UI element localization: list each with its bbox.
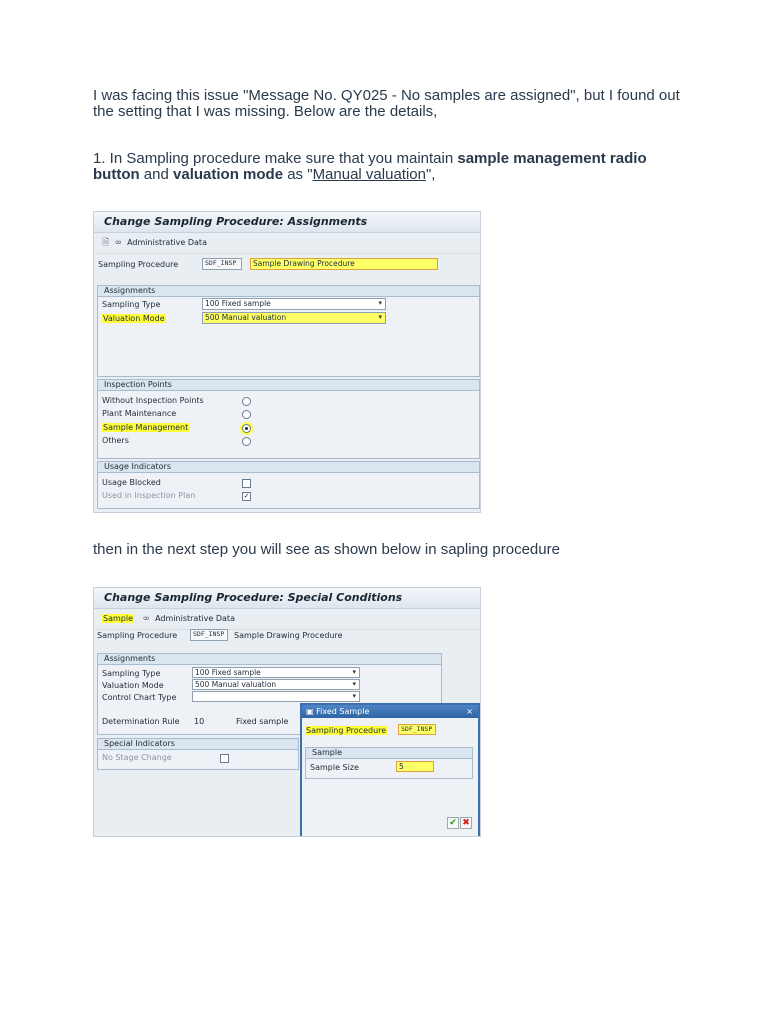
inspection-points-group: [97, 379, 480, 459]
sampling-type-value: 100 Fixed sample: [205, 299, 271, 308]
s2-assignments-title: Assignments: [98, 654, 441, 665]
screen1-toolbar: [94, 233, 480, 254]
assignments-group: [97, 285, 480, 377]
valuation-mode-label: [102, 314, 166, 323]
sampling-type-label: Sampling Type: [102, 300, 161, 309]
screen2-title: Change Sampling Procedure: Special Conditions: [94, 588, 480, 609]
between-paragraph: then in the next step you will see as shown below in sapling procedure: [93, 541, 560, 558]
valuation-mode-select[interactable]: [202, 312, 386, 324]
dialog-icon: ▣: [306, 707, 314, 716]
s2-determination-rule-label: Determination Rule: [102, 717, 180, 726]
sampling-type-select[interactable]: [202, 298, 386, 310]
s2-special-indicators-group: [97, 738, 299, 770]
s2-determination-rule-value: 10: [194, 717, 205, 726]
s2-no-stage-change-checkbox: [220, 754, 229, 763]
s2-sampling-type-select[interactable]: [192, 667, 360, 678]
step1-prefix: 1. In Sampling procedure make sure that you maintain: [93, 150, 458, 167]
popup-sample-size-input[interactable]: 5: [396, 761, 434, 772]
step1-as: as ": [283, 166, 313, 183]
administrative-data-button[interactable]: Administrative Data: [155, 614, 235, 623]
chevron-down-icon[interactable]: ▾: [378, 313, 382, 321]
insp-others-label: Others: [102, 436, 129, 445]
chevron-down-icon[interactable]: ▾: [352, 668, 356, 676]
used-in-plan-checkbox: ✓: [243, 492, 250, 500]
s2-special-indicators-title: Special Indicators: [98, 739, 298, 750]
s2-sampling-type-value: 100 Fixed sample: [195, 668, 261, 677]
document-icon[interactable]: 🗎: [102, 238, 110, 248]
sampling-procedure-code[interactable]: SDF_INSP: [202, 258, 242, 270]
s2-no-stage-change-label: No Stage Change: [102, 753, 172, 762]
insp-sample-management-radio[interactable]: [242, 424, 251, 433]
intro-paragraph: [93, 88, 693, 120]
insp-plant-maintenance-radio[interactable]: [242, 410, 251, 419]
used-in-plan-label: Used in Inspection Plan: [102, 491, 196, 500]
glasses-icon[interactable]: ∞: [114, 238, 123, 248]
step1-bold-sample-mgmt: sample management radio button: [93, 150, 647, 183]
s2-control-chart-select[interactable]: [192, 691, 360, 702]
usage-indicators-group: [97, 461, 480, 509]
popup-sample-size-label: Sample Size: [310, 763, 359, 772]
s2-valuation-mode-value: 500 Manual valuation: [195, 680, 277, 689]
glasses-icon[interactable]: ∞: [142, 614, 151, 624]
popup-sampling-procedure-label: [305, 726, 387, 735]
step1-paragraph: [93, 151, 693, 183]
insp-sample-management-text: Sample Management: [103, 423, 189, 432]
inspection-points-title: Inspection Points: [98, 380, 479, 391]
s2-sampling-procedure-label: Sampling Procedure: [97, 631, 178, 640]
sampling-procedure-description[interactable]: Sample Drawing Procedure: [250, 258, 438, 270]
cancel-x-icon[interactable]: ✖: [460, 817, 472, 829]
administrative-data-button[interactable]: Administrative Data: [127, 238, 207, 247]
popup-sampling-procedure-label-text: Sampling Procedure: [306, 726, 387, 735]
s2-sampling-type-label: Sampling Type: [102, 669, 161, 678]
chevron-down-icon[interactable]: ▾: [378, 299, 382, 307]
s2-determination-rule-text: Fixed sample: [236, 717, 289, 726]
sample-button[interactable]: Sample: [103, 614, 133, 623]
sap-screen-special-conditions: [93, 587, 481, 837]
insp-sample-management-label: [102, 423, 189, 432]
sap-screen-assignments: [93, 211, 481, 513]
assignments-group-title: Assignments: [98, 286, 479, 297]
insp-without-points-label: Without Inspection Points: [102, 396, 204, 405]
valuation-mode-label-text: Valuation Mode: [103, 314, 165, 323]
screen1-title: Change Sampling Procedure: Assignments: [94, 212, 480, 233]
fixed-sample-dialog-title: Fixed Sample: [316, 707, 370, 716]
usage-blocked-label: Usage Blocked: [102, 478, 161, 487]
s2-sampling-procedure-code[interactable]: SDF_INSP: [190, 629, 228, 641]
s2-control-chart-label: Control Chart Type: [102, 693, 177, 702]
step1-bold-valuation: valuation mode: [173, 166, 284, 183]
usage-blocked-checkbox[interactable]: [242, 479, 251, 488]
s2-sampling-procedure-desc: Sample Drawing Procedure: [234, 631, 343, 640]
fixed-sample-dialog-titlebar: [302, 705, 478, 718]
chevron-down-icon[interactable]: ▾: [352, 680, 356, 688]
valuation-mode-value: 500 Manual valuation: [205, 313, 287, 322]
chevron-down-icon[interactable]: ▾: [352, 692, 356, 700]
s2-valuation-mode-label: Valuation Mode: [102, 681, 164, 690]
popup-sampling-procedure-code[interactable]: SDF_INSP: [398, 724, 436, 735]
fixed-sample-dialog: [300, 703, 480, 837]
popup-sample-group: [305, 747, 473, 779]
intro-text: I was facing this issue "Message No. QY025 - No samples are assigned", but I found out the setting that I was missing. Below are the details,: [93, 87, 680, 120]
confirm-checkmark-icon[interactable]: ✔: [447, 817, 459, 829]
step1-mid: and: [139, 166, 174, 183]
step1-suffix: ",: [425, 166, 436, 183]
insp-plant-maintenance-label: Plant Maintenance: [102, 409, 177, 418]
close-icon[interactable]: ×: [466, 707, 473, 716]
usage-indicators-title: Usage Indicators: [98, 462, 479, 473]
sampling-procedure-label: Sampling Procedure: [98, 260, 179, 269]
s2-valuation-mode-select[interactable]: [192, 679, 360, 690]
manual-valuation-link[interactable]: Manual valuation: [312, 166, 426, 183]
insp-others-radio[interactable]: [242, 437, 251, 446]
screen2-toolbar: [94, 609, 480, 630]
popup-sample-group-title: Sample: [306, 748, 472, 759]
insp-without-points-radio[interactable]: [242, 397, 251, 406]
